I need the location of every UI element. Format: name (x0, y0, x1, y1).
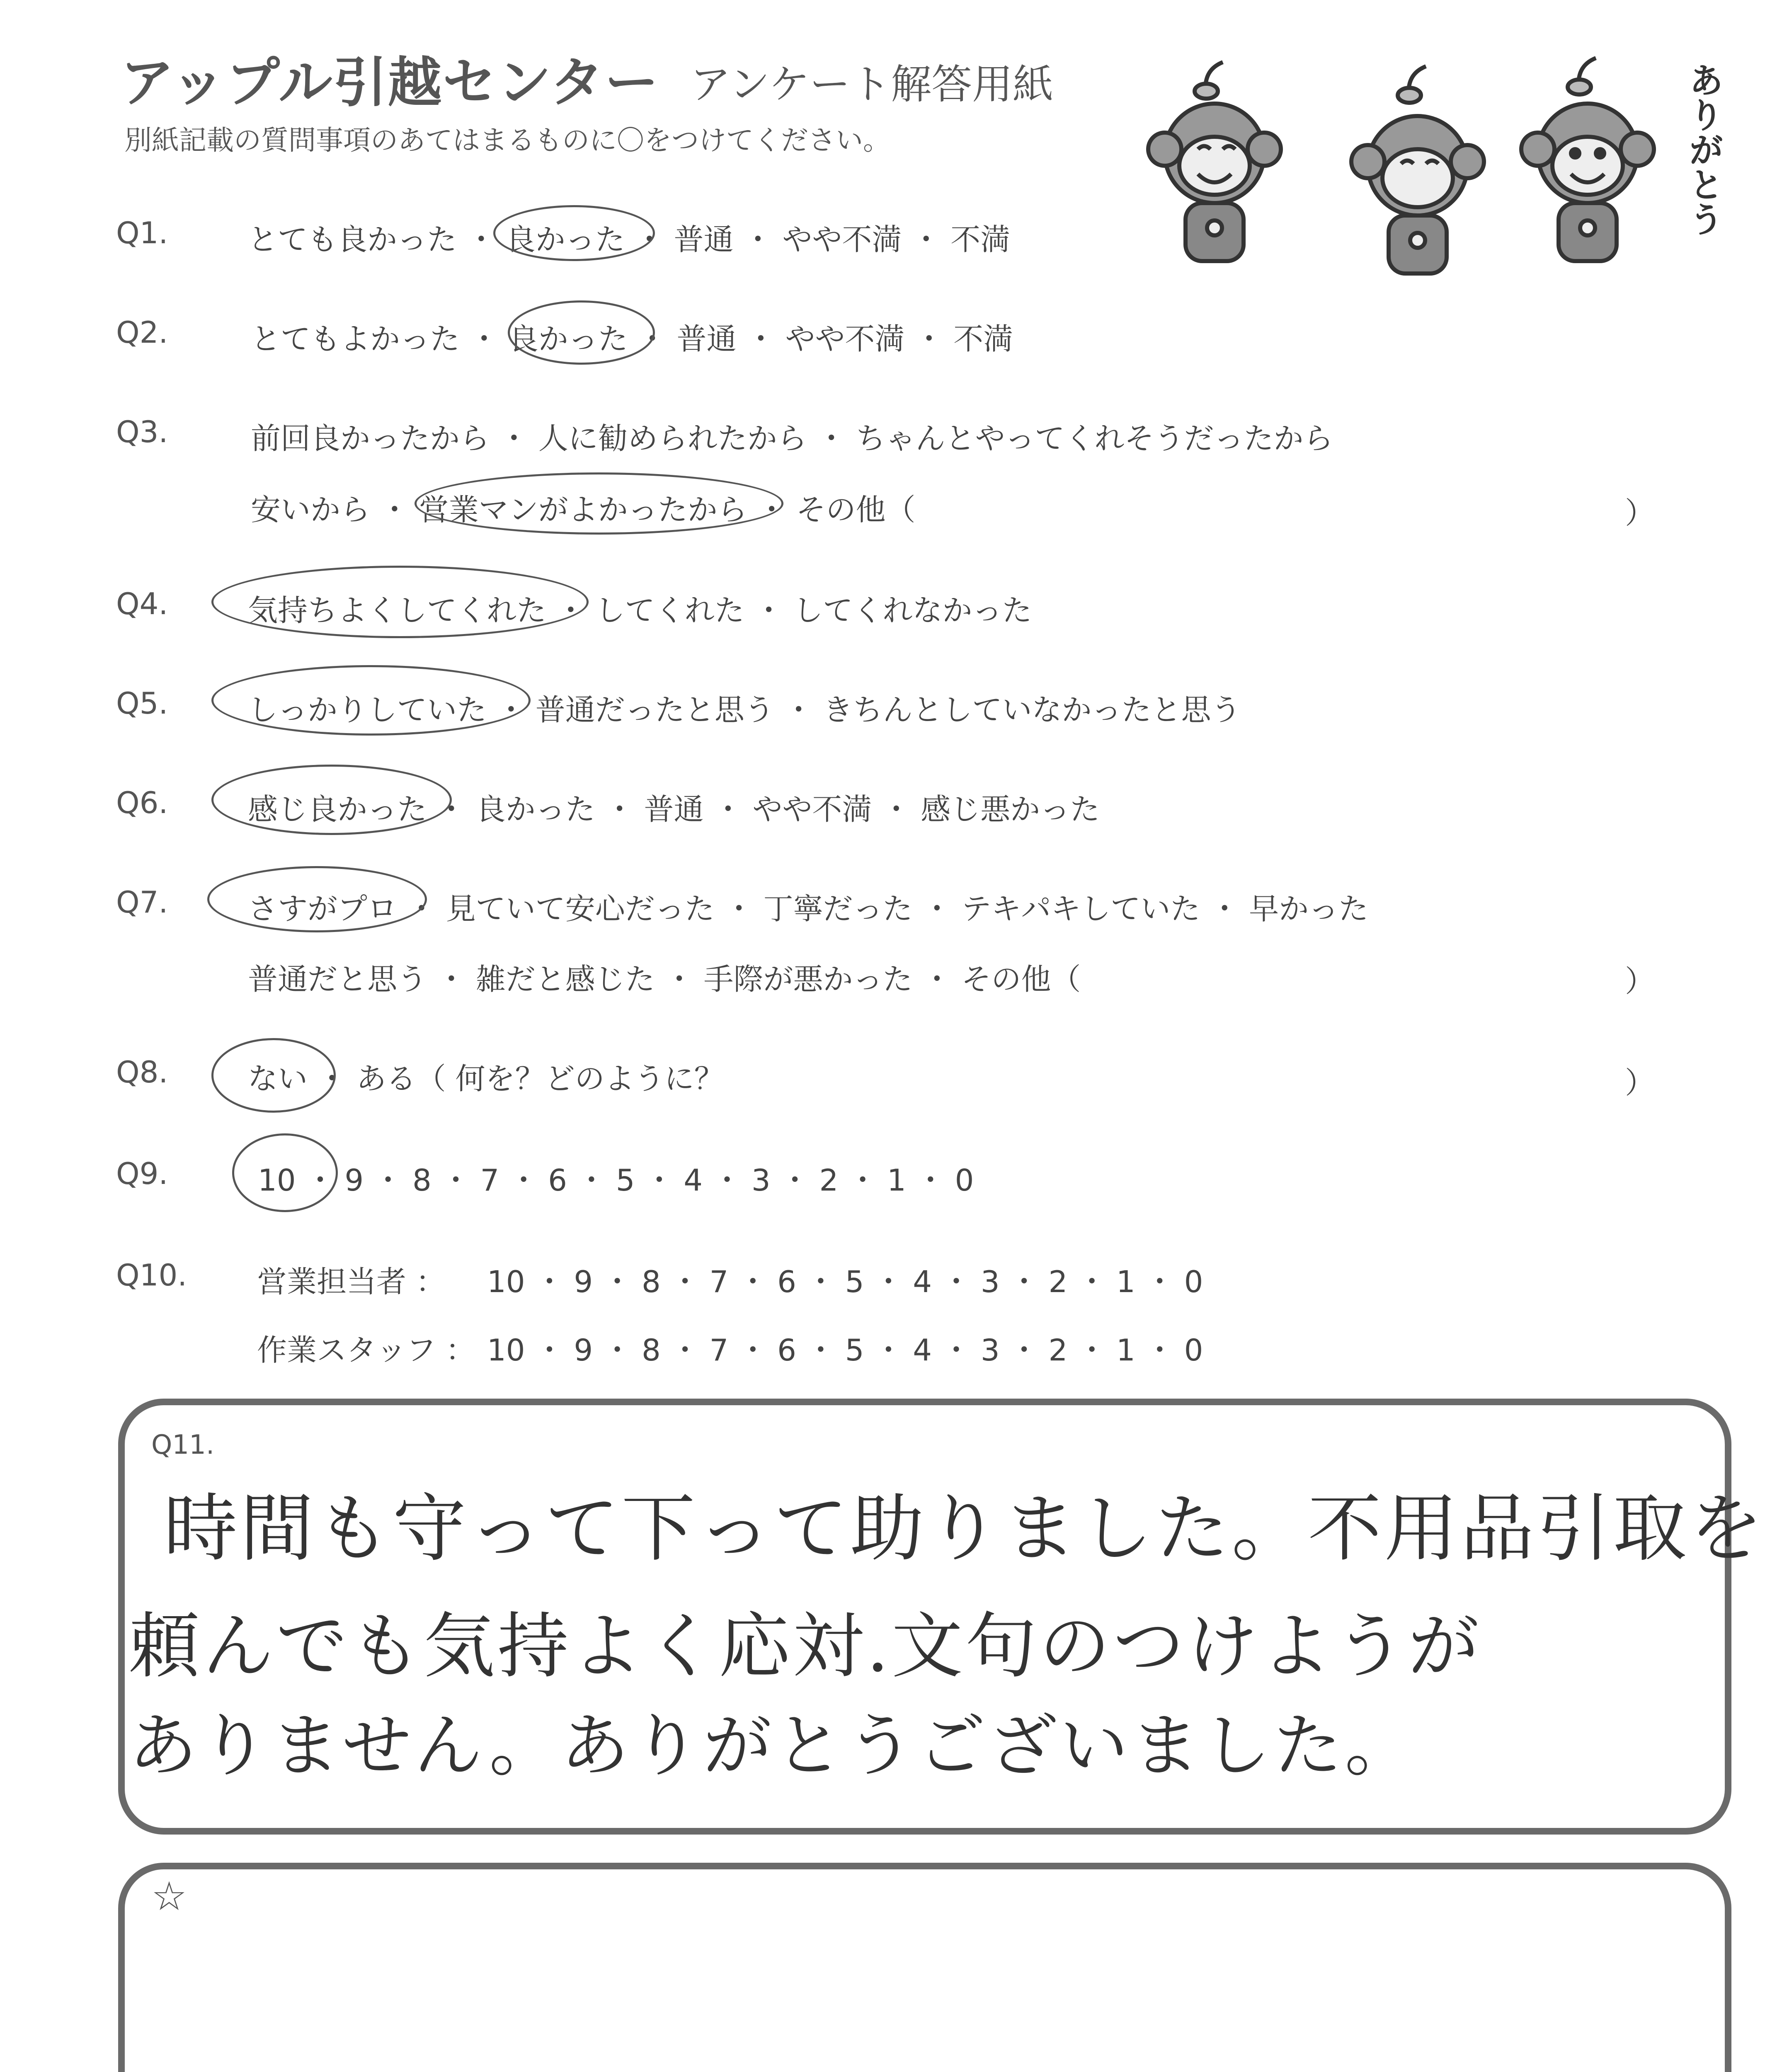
q6-answer-circle[interactable] (211, 765, 452, 835)
q1-answer-circle[interactable] (493, 205, 655, 261)
q10-sales-scale: 10 ・ 9 ・ 8 ・ 7 ・ 6 ・ 5 ・ 4 ・ 3 ・ 2 ・ 1 ・ 0 (487, 1264, 1203, 1299)
q3-close-paren: ） (1625, 496, 1655, 530)
q7-close-paren: ） (1625, 964, 1655, 999)
q9-answer-circle[interactable] (232, 1133, 338, 1212)
q10-staff-label: 作業スタッフ ： (257, 1333, 475, 1368)
q11-label: Q11. (151, 1430, 215, 1460)
q10-label: Q10. (116, 1258, 187, 1293)
q8-answer-circle[interactable] (211, 1038, 336, 1113)
q3-options-line2: 安いから ・ 営業マンがよかったから ・ その他（ (251, 492, 916, 527)
q1-options: とても良かった ・ 良かった ・ 普通 ・ やや不満 ・ 不満 (248, 222, 1011, 257)
star-icon: ☆ (151, 1873, 187, 1920)
q3-options-line1: 前回良かったから ・ 人に勧められたから ・ ちゃんとやってくれそうだったから (251, 421, 1333, 456)
q2-label: Q2. (116, 315, 168, 350)
q8-close-paren: ） (1625, 1065, 1655, 1100)
q8-label: Q8. (116, 1055, 168, 1089)
q8-options: ない ・ ある（ 何を？どのように？ (248, 1061, 724, 1096)
q5-options: しっかりしていた ・ 普通だったと思う ・ きちんとしていなかったと思う (248, 692, 1241, 727)
form-subtitle: アンケート解答用紙 (690, 61, 1054, 108)
q3-answer-circle[interactable] (415, 472, 783, 535)
q9-scale: 10 ・ 9 ・ 8 ・ 7 ・ 6 ・ 5 ・ 4 ・ 3 ・ 2 ・ 1 ・ 0 (258, 1163, 974, 1198)
q9-label: Q9. (116, 1156, 168, 1191)
q3-label: Q3. (116, 414, 168, 449)
q5-answer-circle[interactable] (211, 665, 531, 736)
q10-staff-scale: 10 ・ 9 ・ 8 ・ 7 ・ 6 ・ 5 ・ 4 ・ 3 ・ 2 ・ 1 ・ 0 (487, 1333, 1203, 1368)
q1-label: Q1. (116, 215, 168, 250)
q4-label: Q4. (116, 586, 168, 621)
mascot-illustration (1144, 46, 1724, 278)
q7-options-line1: さすがプロ ・ 見ていて安心だった ・ 丁寧だった ・ テキパキしていた ・ 早かった (248, 891, 1369, 926)
free-comment-box[interactable] (118, 1863, 1731, 2072)
q11-handwritten-line-2: 頼んでも気持よく応対.文句のつけようが (128, 1605, 1482, 1688)
q10-sales-label: 営業担当者 ： (257, 1264, 446, 1299)
q11-handwritten-line-1: 時間も守って下って助りました。不用品引取を (164, 1486, 1765, 1571)
q5-label: Q5. (116, 686, 168, 721)
q7-answer-circle[interactable] (207, 866, 427, 932)
q4-answer-circle[interactable] (211, 566, 589, 638)
q7-options-line2: 普通だと思う ・ 雑だと感じた ・ 手際が悪かった ・ その他（ (248, 962, 1081, 997)
q11-handwritten-line-3: ありません。ありがとうございました。 (128, 1706, 1416, 1786)
form-instruction: 別紙記載の質問事項のあてはまるものに〇をつけてください。 (124, 124, 890, 156)
q6-label: Q6. (116, 785, 168, 820)
mascot-caption: ありがとう (1683, 62, 1724, 236)
q2-answer-circle[interactable] (508, 300, 655, 365)
q6-options: 感じ良かった ・ 良かった ・ 普通 ・ やや不満 ・ 感じ悪かった (248, 792, 1100, 827)
company-title: アップル引越センター (120, 51, 659, 114)
q4-options: 気持ちよくしてくれた ・ してくれた ・ してくれなかった (248, 593, 1032, 628)
q2-options: とてもよかった ・ 良かった ・ 普通 ・ やや不満 ・ 不満 (251, 322, 1013, 356)
q7-label: Q7. (116, 885, 168, 920)
